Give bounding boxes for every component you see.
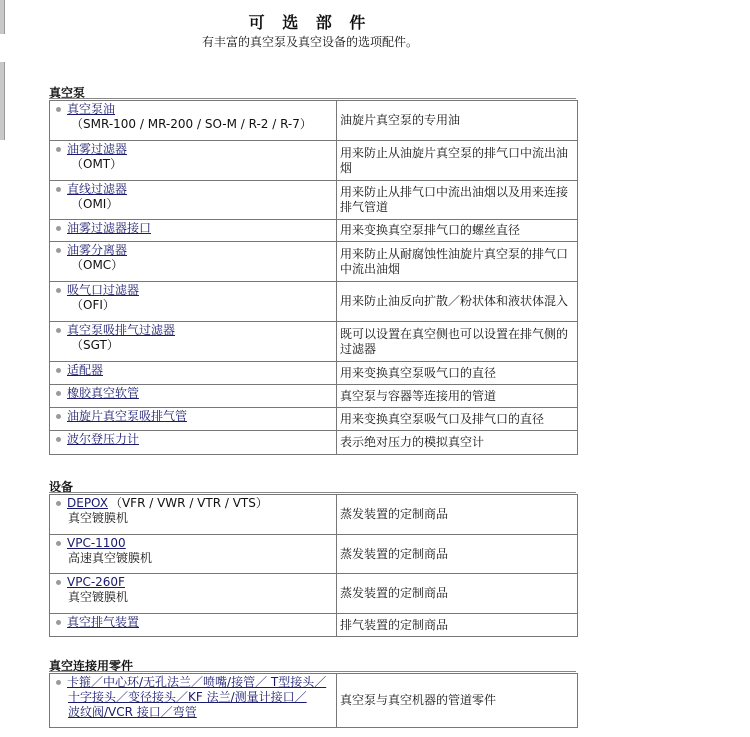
desc-cell: 排气装置的定制商品 (337, 614, 578, 637)
bullet-icon (56, 414, 61, 419)
item-model: （OMT） (71, 157, 123, 171)
item-model: （OMC） (71, 258, 124, 272)
item-cell (50, 141, 337, 181)
bullet-icon (56, 620, 61, 625)
item-link[interactable]: 直线过滤器 (67, 182, 128, 196)
desc-cell: 蒸发装置的定制商品 (337, 574, 578, 614)
connectors-table (49, 673, 578, 728)
table-row (50, 220, 578, 242)
item-cell (50, 322, 337, 362)
item-link[interactable]: 橡胶真空软管 (67, 386, 140, 400)
bullet-icon (56, 437, 61, 442)
item-caption: 真空镀膜机 (68, 511, 129, 525)
table-row (50, 408, 578, 431)
bullet-icon (56, 368, 61, 373)
bullet-icon (56, 107, 61, 112)
section-divider (49, 492, 576, 493)
equipment-table (49, 494, 578, 637)
bullet-icon (56, 541, 61, 546)
section-heading-equipment: 设备 (49, 480, 74, 494)
bullet-icon (56, 288, 61, 293)
item-cell (50, 431, 337, 455)
item-model: （OFI） (71, 298, 115, 312)
item-cell (50, 242, 337, 282)
table-row (50, 614, 578, 637)
table-row (50, 535, 578, 574)
page-subtitle: 有丰富的真空泵及真空设备的选项配件。 (201, 35, 418, 49)
table-row (50, 322, 578, 362)
desc-cell: 蒸发装置的定制商品 (337, 495, 578, 535)
desc-cell: 用来防止油反向扩散／粉状体和液状体混入 (337, 282, 578, 322)
item-cell (50, 574, 337, 614)
item-link[interactable]: VPC-1100 (67, 536, 126, 550)
table-row (50, 574, 578, 614)
item-link[interactable]: 卡箍／中心环/无孔法兰／喷嘴/接管／ T型接头／ (67, 675, 327, 689)
item-cell (50, 362, 337, 385)
item-cell (50, 535, 337, 574)
desc-cell: 既可以设置在真空侧也可以设置在排气侧的过滤器 (337, 322, 578, 362)
desc-cell: 用来变换真空泵排气口的螺丝直径 (337, 220, 578, 242)
item-link[interactable]: VPC-260F (67, 575, 125, 589)
item-model: （OMI） (71, 197, 119, 211)
bullet-icon (56, 328, 61, 333)
desc-cell: 用来防止从排气口中流出油烟以及用来连接排气管道 (337, 181, 578, 220)
desc-cell: 表示绝对压力的模拟真空计 (337, 431, 578, 455)
item-link[interactable]: 真空泵油 (67, 102, 116, 116)
bullet-icon (56, 680, 61, 685)
item-link[interactable]: 适配器 (67, 363, 104, 377)
desc-cell: 油旋片真空泵的专用油 (337, 101, 578, 141)
pumps-table (49, 100, 578, 455)
item-cell (50, 614, 337, 637)
bullet-icon (56, 187, 61, 192)
item-link[interactable]: 波纹阀/VCR 接口／弯管 (68, 705, 197, 719)
item-cell (50, 408, 337, 431)
item-cell (50, 101, 337, 141)
item-link[interactable]: 吸气口过滤器 (67, 283, 140, 297)
table-row (50, 431, 578, 455)
item-link[interactable]: 油雾分离器 (67, 243, 128, 257)
item-model: （SMR-100 / MR-200 / SO-M / R-2 / R-7） (71, 117, 312, 131)
table-row (50, 101, 578, 141)
table-row (50, 495, 578, 535)
desc-cell: 蒸发装置的定制商品 (337, 535, 578, 574)
table-row (50, 181, 578, 220)
item-cell (50, 220, 337, 242)
table-row (50, 674, 578, 728)
desc-cell: 真空泵与容器等连接用的管道 (337, 385, 578, 408)
item-link[interactable]: 油雾过滤器接口 (67, 221, 152, 235)
page-title: 可 选 部 件 (248, 13, 372, 32)
section-divider (49, 98, 576, 99)
section-divider (49, 671, 576, 672)
item-link[interactable]: 真空排气装置 (67, 615, 140, 629)
section-heading-pumps: 真空泵 (49, 86, 86, 100)
left-edge-tab (0, 62, 5, 140)
item-cell (50, 282, 337, 322)
bullet-icon (56, 226, 61, 231)
item-cell (50, 181, 337, 220)
table-row (50, 385, 578, 408)
desc-cell: 用来变换真空泵吸气口的直径 (337, 362, 578, 385)
table-row (50, 282, 578, 322)
item-model: （VFR / VWR / VTR / VTS） (109, 496, 268, 510)
section-heading-connectors: 真空连接用零件 (49, 659, 134, 673)
item-cell (50, 495, 337, 535)
item-link[interactable]: 油雾过滤器 (67, 142, 128, 156)
table-row (50, 362, 578, 385)
item-caption: 高速真空镀膜机 (68, 551, 153, 565)
item-link[interactable]: 真空泵吸排气过滤器 (67, 323, 176, 337)
item-link[interactable]: 油旋片真空泵吸排气管 (67, 409, 188, 423)
desc-cell: 用来防止从耐腐蚀性油旋片真空泵的排气口中流出油烟 (337, 242, 578, 282)
item-link[interactable]: 十字接头／变径接头／KF 法兰/测量计接口／ (68, 690, 307, 704)
desc-cell: 用来变换真空泵吸气口及排气口的直径 (337, 408, 578, 431)
bullet-icon (56, 580, 61, 585)
desc-cell: 用来防止从油旋片真空泵的排气口中流出油烟 (337, 141, 578, 181)
item-link[interactable]: DEPOX (67, 496, 108, 510)
table-row (50, 141, 578, 181)
item-cell (50, 385, 337, 408)
desc-cell: 真空泵与真空机器的管道零件 (337, 674, 578, 728)
bullet-icon (56, 501, 61, 506)
item-link[interactable]: 波尔登压力计 (67, 432, 140, 446)
item-cell (50, 674, 337, 728)
item-caption: 真空镀膜机 (68, 590, 129, 604)
table-row (50, 242, 578, 282)
item-model: （SGT） (71, 338, 119, 352)
bullet-icon (56, 391, 61, 396)
bullet-icon (56, 248, 61, 253)
bullet-icon (56, 147, 61, 152)
